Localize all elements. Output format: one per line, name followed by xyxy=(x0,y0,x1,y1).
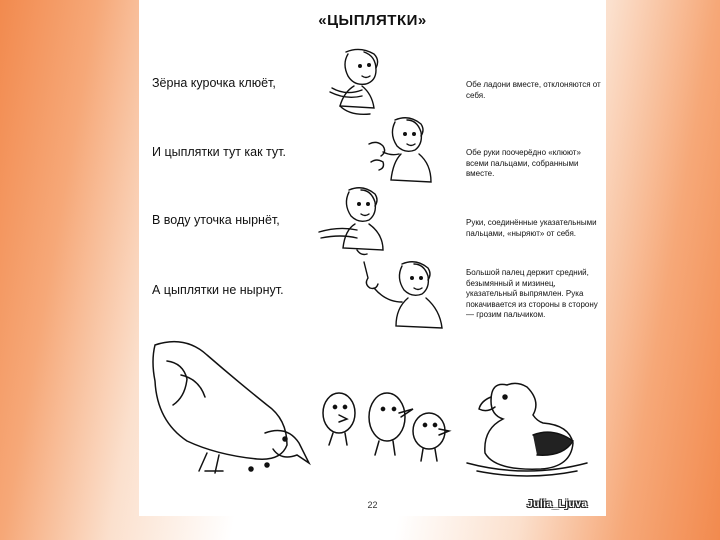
instruction-4: Большой палец держит средний, безымянный и мизинец, указательный выпрямлен. Рука покачивается из стороны в сторону — грозим пальчиком. xyxy=(466,268,598,319)
document-page xyxy=(139,0,606,516)
boy-illustration-4 xyxy=(354,258,450,338)
instruction-2: Обе руки поочерёдно «клюют» всеми пальцами, собранными вместе. xyxy=(466,148,581,178)
chicks-drawing xyxy=(323,393,449,461)
watermark: Julia_Ljuva xyxy=(527,498,588,510)
verse-line-1: Зёрна курочка клюёт, xyxy=(152,76,276,90)
boy-illustration-3 xyxy=(317,186,407,260)
hen-drawing xyxy=(153,342,309,473)
instruction-3: Руки, соединённые указательными пальцами, «ныряют» от себя. xyxy=(466,218,597,238)
boy-illustration-2 xyxy=(361,114,441,190)
verse-line-2: И цыплятки тут как тут. xyxy=(152,145,286,159)
boy-illustration-1 xyxy=(324,48,404,120)
page-number: 22 xyxy=(367,500,378,510)
verse-line-4: А цыплятки не нырнут. xyxy=(152,283,284,297)
verse-line-3: В воду уточка нырнёт, xyxy=(152,213,280,227)
duck-drawing xyxy=(467,383,587,476)
hen-chicks-duck-illustration xyxy=(147,335,592,485)
page-title: «ЦЫПЛЯТКИ» xyxy=(318,12,427,29)
instruction-1: Обе ладони вместе, отклоняются от себя. xyxy=(466,80,601,100)
